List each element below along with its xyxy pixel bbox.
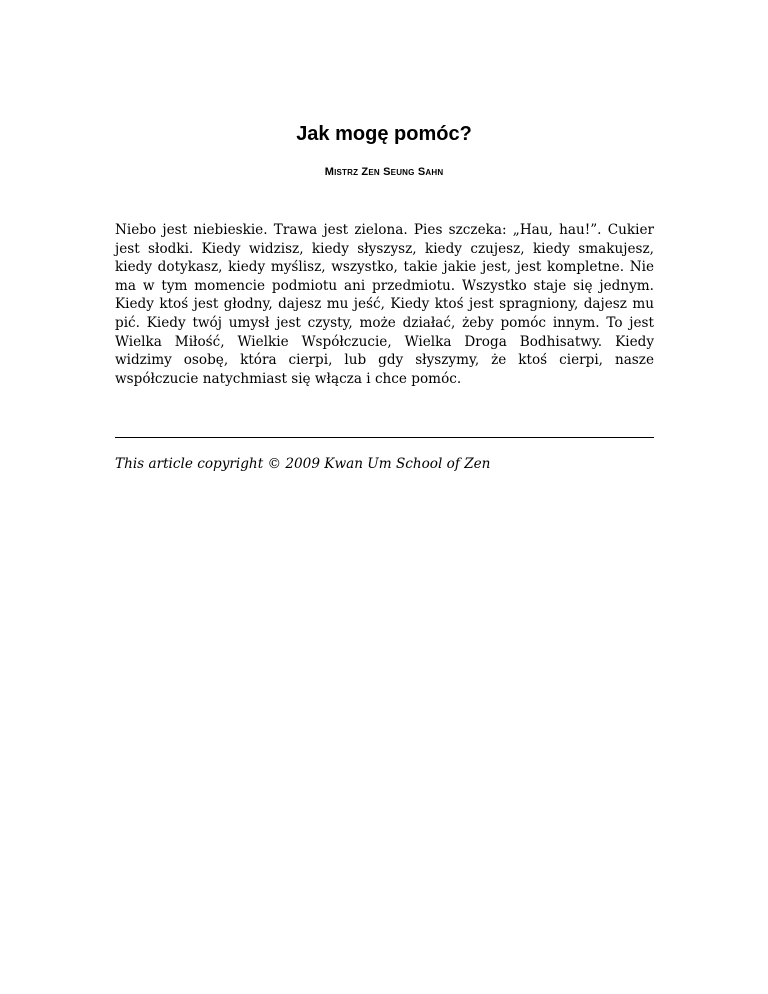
copyright-notice: This article copyright © 2009 Kwan Um School of Zen [115,456,491,472]
article-body: Niebo jest niebieskie. Trawa jest zielona. Pies szczeka: „Hau, hau!”. Cukier jest słodki. Kiedy widzisz, kiedy słyszysz, kiedy czujesz, kiedy smakujesz, kiedy dotykasz, kiedy myślisz, wszystko, takie jakie jest, jest kompletne. Nie ma w tym momencie podmiotu ani przedmiotu. Wszystko staje się jednym. Kiedy ktoś jest głodny, dajesz mu jeść, Kiedy ktoś jest spragniony, dajesz mu pić. Kiedy twój umysł jest czysty, może działać, żeby pomóc innym. To jest Wielka Miłość, Wielkie Współczucie, Wielka Droga Bodhisatwy. Kiedy widzimy osobę, która cierpi, lub gdy słyszymy, że ktoś cierpi, nasze współczucie natychmiast się włącza i chce pomóc. [115,222,654,387]
article-author: Mistrz Zen Seung Sahn [324,166,444,178]
footer-divider [115,437,654,438]
article-title: Jak mogę pomóc? [296,123,472,145]
